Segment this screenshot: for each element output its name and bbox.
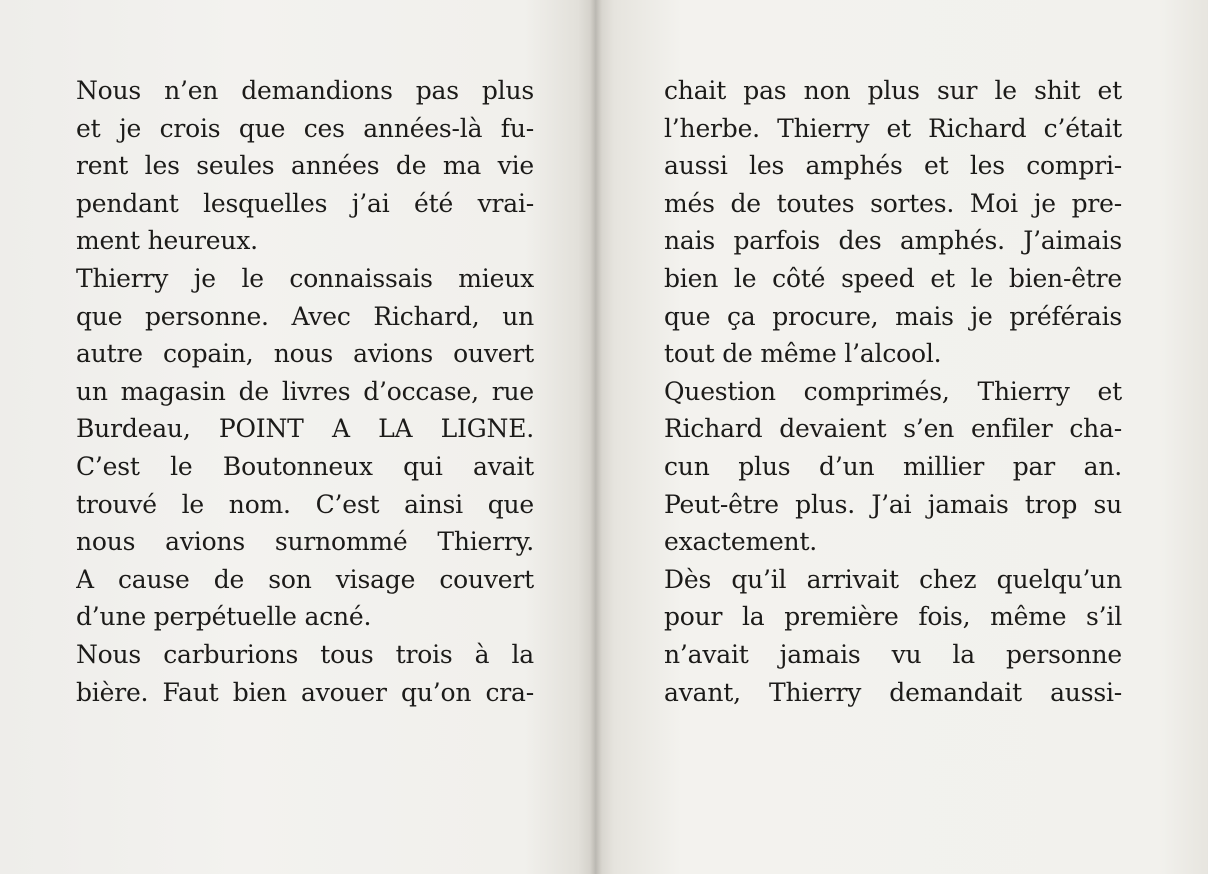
text-line: que personne. Avec Richard, un bbox=[76, 301, 534, 331]
text-line: d’une perpétuelle acné. bbox=[76, 602, 372, 632]
text-line: Nous n’en demandions pas plus bbox=[76, 76, 534, 105]
text-line: cun plus d’un millier par an. bbox=[664, 451, 1122, 481]
text-line: un magasin de livres d’occase, rue bbox=[76, 376, 534, 406]
right-page-text bbox=[664, 72, 1122, 711]
text-line: Nous carburions tous trois à la bbox=[76, 639, 534, 669]
text-line: et je crois que ces années-là fu- bbox=[76, 113, 534, 143]
text-line: exactement. bbox=[664, 527, 818, 557]
book-gutter bbox=[590, 0, 602, 874]
text-line: n’avait jamais vu la personne bbox=[664, 639, 1122, 669]
text-line: chait pas non plus sur le shit et bbox=[664, 76, 1122, 105]
text-line: Burdeau, POINT A LA LIGNE. bbox=[76, 414, 534, 444]
text-line: A cause de son visage couvert bbox=[76, 564, 534, 594]
text-line: C’est le Boutonneux qui avait bbox=[76, 451, 534, 481]
text-line: pour la première fois, même s’il bbox=[664, 602, 1122, 632]
text-line: més de toutes sortes. Moi je pre- bbox=[664, 188, 1122, 218]
text-line: avant, Thierry demandait aussi- bbox=[664, 677, 1122, 707]
text-line: ment heureux. bbox=[76, 226, 258, 256]
text-line: autre copain, nous avions ouvert bbox=[76, 339, 534, 369]
text-line: bien le côté speed et le bien-être bbox=[664, 263, 1122, 293]
text-line: trouvé le nom. C’est ainsi que bbox=[76, 489, 534, 519]
text-line: que ça procure, mais je préférais bbox=[664, 301, 1122, 331]
text-line: Question comprimés, Thierry et bbox=[664, 376, 1122, 406]
text-line: Richard devaient s’en enfiler cha- bbox=[664, 414, 1122, 444]
text-line: Peut-être plus. J’ai jamais trop su bbox=[664, 489, 1122, 519]
text-line: aussi les amphés et les compri- bbox=[664, 151, 1122, 181]
text-line: nous avions surnommé Thierry. bbox=[76, 527, 534, 557]
left-page-text bbox=[76, 72, 534, 711]
text-line: bière. Faut bien avouer qu’on cra- bbox=[76, 677, 534, 707]
text-line: l’herbe. Thierry et Richard c’était bbox=[664, 113, 1122, 143]
text-line: nais parfois des amphés. J’aimais bbox=[664, 226, 1122, 256]
text-line: rent les seules années de ma vie bbox=[76, 151, 534, 181]
text-line: tout de même l’alcool. bbox=[664, 339, 942, 369]
text-line: Dès qu’il arrivait chez quelqu’un bbox=[664, 564, 1122, 594]
text-line: pendant lesquelles j’ai été vrai- bbox=[76, 188, 534, 218]
text-line: Thierry je le connaissais mieux bbox=[76, 263, 534, 293]
